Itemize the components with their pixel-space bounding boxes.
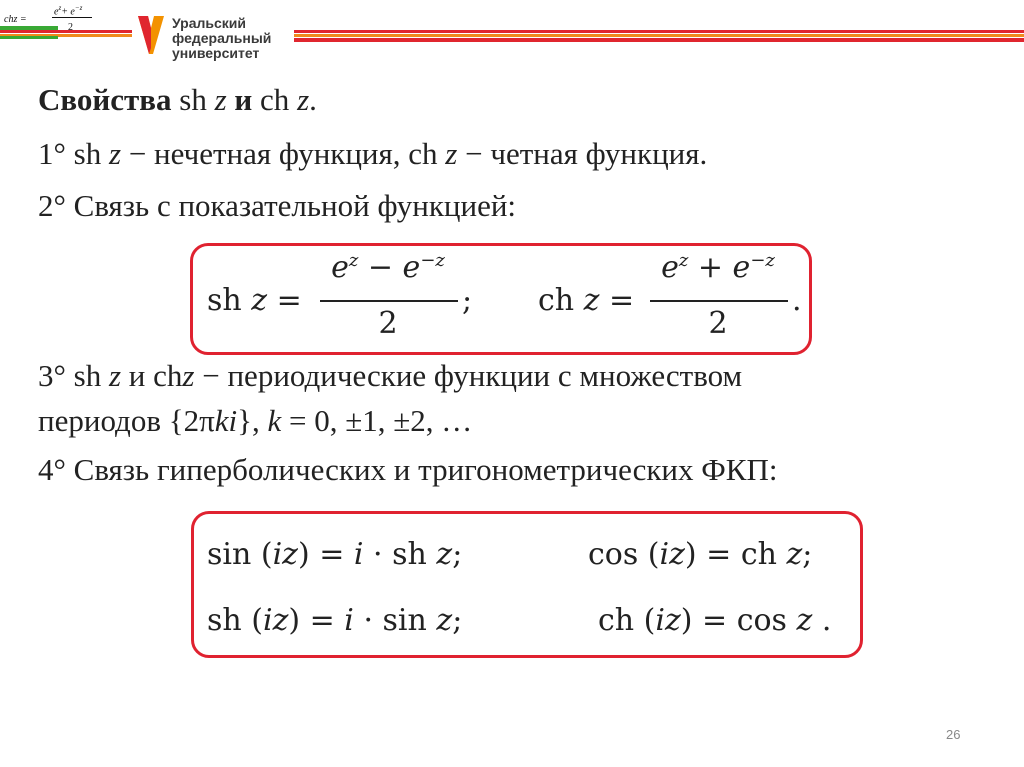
- mini-formula-lhs: chz =: [4, 14, 27, 25]
- ch-denominator: 2: [708, 306, 728, 341]
- sh-numerator: $e^z - e^{-z}$: [331, 250, 445, 285]
- ch-fraction-bar: [650, 300, 788, 302]
- mini-formula-bar: [52, 17, 92, 18]
- sh-fraction-bar: [320, 300, 458, 302]
- logo-line-3: университет: [172, 45, 260, 61]
- ch-definition-lhs: ch z =: [538, 283, 635, 318]
- property-2: 2° Связь с показательной функцией:: [38, 188, 517, 223]
- cos-iz-identity: cos (iz) = ch z;: [588, 537, 813, 572]
- property-3-line-2: периодов {2πki}, k = 0, ±1, ±2, …: [38, 403, 473, 438]
- property-4: 4° Связь гиперболических и тригонометрических ФКП:: [38, 452, 778, 487]
- logo-line-2: федеральный: [172, 30, 272, 46]
- sh-iz-identity: sh (iz) = i · sin z;: [207, 603, 463, 638]
- page-number: 26: [946, 727, 961, 742]
- property-1: 1° sh z − нечетная функция, ch z − четная функция.: [38, 136, 708, 171]
- mini-formula-numerator: $e^z+ e^{-z}$: [54, 4, 83, 18]
- logo-line-1: Уральский: [172, 15, 247, 31]
- sh-semicolon: ;: [462, 283, 473, 318]
- property-3-line-1: 3° sh z и chz − периодические функции с множеством: [38, 358, 743, 393]
- ch-numerator: $e^z + e^{-z}$: [661, 250, 775, 285]
- slide-title: Свойства sh z и ch z.: [38, 82, 317, 117]
- sin-iz-identity: sin (iz) = i · sh z;: [207, 537, 463, 572]
- ch-iz-identity: ch (iz) = cos z .: [598, 603, 832, 638]
- sh-denominator: 2: [378, 306, 398, 341]
- mini-formula-denominator: 2: [68, 22, 73, 33]
- header-stripe-red-2: [290, 38, 1024, 42]
- header-mini-formula: [2, 4, 94, 38]
- logo-emblem-icon: [136, 14, 166, 56]
- university-logo: [132, 10, 294, 64]
- sh-definition-lhs: sh z =: [207, 283, 302, 318]
- ch-period: .: [792, 283, 802, 318]
